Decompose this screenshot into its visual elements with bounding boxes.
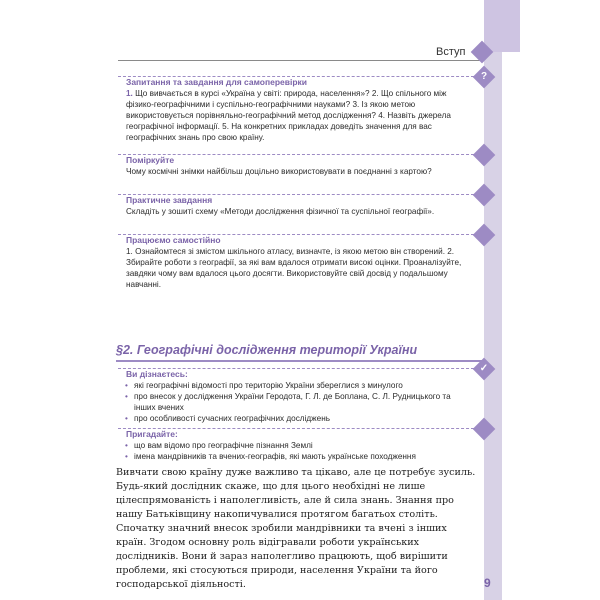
remember-item: • що вам відомо про географічне пізнання Землі: [134, 440, 464, 451]
remember-item: • імена мандрівників та вчених-географів, які мають українське походження: [134, 451, 464, 462]
body-paragraph: Вивчати свою країну дуже важливо та цікаво, але це потребує зусиль. Будь-який дослідник скаже, що для цього необхідні не лише цілеспрямованість і наполегливість, але й сила знань. Знання про нашу Батьківщину накопичувалися протягом багатьох століть. Спочатку значний внесок зробили мандрівники та вчені з інших країн. Згодом основну роль відігравали роботи українських дослідників. Вони й зараз наполегливо працюють, щоб вирішити проблеми, які стосуються природи, населення України та його господарської діяльності.: [116, 467, 476, 590]
right-sidebar: [484, 0, 502, 600]
header-rule: [118, 60, 480, 61]
practice-text: Складіть у зошиті схему «Методи дослідження фізичної та суспільної географії».: [126, 207, 435, 216]
paragraph-title: §2. Географічні дослідження території України: [116, 343, 418, 357]
sidebar-tab: [484, 0, 520, 52]
textbook-page: Вступ ? Запитання та завдання для самоперевірки 1. Що вивчається в курсі «Україна у світі: природа, населення»? 2. Що спільного між фізико-географічними і суспільно-географічними науками? 3. Із якою метою використовується порівняльно-географічний метод дослідження? 4. Назвіть джерела географічної інформації. 5. На конкретних прикладах доведіть значення для вас географічних знань про свою країну. Поміркуйте Чому космічні знімки найбільш доцільно використовувати в поєднанні з картою? Практичне завдання Складіть у зошиті схему «Методи дослідження фізичної та суспільної географії». Працюємо самостійно 1. Ознайомтеся зі змістом шкільного атласу, визначте, із якою метою він створений. 2. Збирайте роботи з географії, за які вам вдалося отримати високі оцінки. Проаналізуйте, завдяки чому вам вдалося цього досягти. Використовуйте свій досвід у подальшому навчанні. §2. Географічні дослідження території України ✓ Ви дізнаєтесь: • які географічні відомості про територію України збереглися з минулого • про внесок у дослідження України Геродота, Г. Л. де Боплана, С. Л. Рудницького та інших вчених • про особливості сучасних географічних досліджень Пригадайте: • що вам відомо про географічне пізнання Землі • імена мандрівників та вчених-географів, які мають українське походження Вивчати свою країну дуже важливо та цікаво, але це потребує зусиль. Будь-який дослідник скаже, що для цього необхідні не лише цілеспрямованість і наполегливість, але й сила знань. Знання про нашу Батьківщину накопичувалися протягом багатьох століть. Спочатку значний внесок зробили мандрівники та вчені з інших країн. Згодом основну роль відігравали роботи українських дослідників. Вони й зараз наполегливо працюють, щоб вирішити проблеми, які стосуються природи, населення України та його господарської діяльності. 9: [0, 0, 600, 600]
learn-item: • про особливості сучасних географічних досліджень: [134, 413, 464, 424]
title-rule: [116, 360, 482, 362]
self-text: 1. Ознайомтеся зі змістом шкільного атласу, визначте, із якою метою він створений. 2. Збирайте роботи з географії, за які вам вдалося отримати високі оцінки. Проаналізуйте, завдяки чому вам вдалося цього досягти. Використовуйте свій досвід у подальшому навчанні.: [126, 247, 462, 289]
practice-title: Практичне завдання: [126, 195, 213, 205]
think-title: Поміркуйте: [126, 155, 175, 165]
self-title: Працюємо самостійно: [126, 235, 221, 245]
running-header: Вступ: [436, 46, 466, 58]
learn-item: • які географічні відомості про територію України збереглися з минулого: [134, 380, 464, 391]
think-text: Чому космічні знімки найбільш доцільно використовувати в поєднанні з картою?: [126, 167, 432, 176]
selfcheck-text: 1. Що вивчається в курсі «Україна у світі: природа, населення»? 2. Що спільного між фізико-географічними і суспільно-географічними науками? 3. Із якою метою використовується порівняльно-географічний метод дослідження? 4. Назвіть джерела географічної інформації. 5. На конкретних прикладах доведіть значення для вас географічних знань про свою країну.: [126, 89, 451, 142]
selfcheck-title: Запитання та завдання для самоперевірки: [126, 77, 308, 87]
remember-title: Пригадайте:: [126, 429, 178, 439]
learn-title: Ви дізнаєтесь:: [126, 369, 188, 379]
page-number: 9: [484, 576, 491, 590]
learn-item: • про внесок у дослідження України Геродота, Г. Л. де Боплана, С. Л. Рудницького та інших вчених: [134, 391, 464, 413]
